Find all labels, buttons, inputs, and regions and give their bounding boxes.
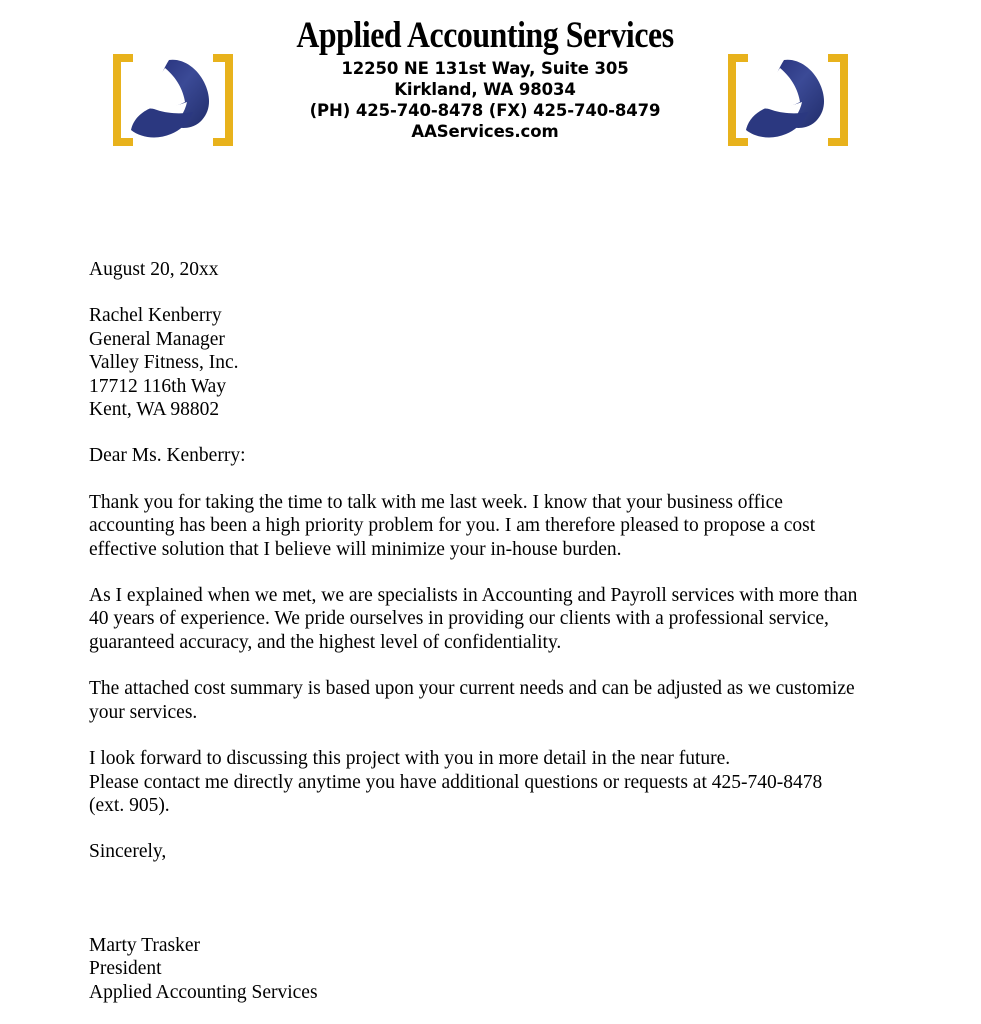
spacer-before-close bbox=[89, 817, 859, 840]
signature-block bbox=[89, 934, 859, 1004]
recipient-address-block bbox=[89, 304, 859, 421]
signer-title: President bbox=[89, 958, 162, 980]
spacer-after-recipient bbox=[89, 421, 859, 444]
letterhead-address bbox=[250, 58, 720, 142]
spacer-after-date bbox=[89, 281, 859, 304]
company-logo-left bbox=[107, 48, 239, 152]
masthead bbox=[250, 16, 720, 142]
body-paragraph-4 bbox=[89, 747, 859, 817]
recipient-company: Valley Fitness, Inc. bbox=[89, 352, 239, 374]
address-line-website: AAServices.com bbox=[411, 122, 559, 141]
recipient-street: 17712 116th Way bbox=[89, 375, 227, 397]
signer-name: Marty Trasker bbox=[89, 934, 201, 956]
signature-space bbox=[89, 864, 859, 934]
address-line-phone: (PH) 425-740-8478 (FX) 425-740-8479 bbox=[309, 101, 661, 120]
closing-paragraph-line-2: Please contact me directly anytime you have additional questions or requests at 425-740-8478 (ext. 905). bbox=[89, 771, 823, 816]
recipient-name: Rachel Kenberry bbox=[89, 305, 222, 327]
body-paragraph-3: The attached cost summary is based upon your current needs and can be adjusted as we customize your services. bbox=[89, 678, 855, 723]
address-line-city: Kirkland, WA 98034 bbox=[394, 80, 576, 99]
letterhead bbox=[0, 0, 981, 165]
closing-paragraph-line-1: I look forward to discussing this project with you in more detail in the near future. bbox=[89, 748, 731, 770]
recipient-title: General Manager bbox=[89, 328, 225, 350]
body-paragraph-1: Thank you for taking the time to talk with me last week. I know that your business office accounting has been a high priority problem for you. I am therefore pleased to propose a cost effective solution that I believe will minimize your in-house burden. bbox=[89, 491, 816, 560]
salutation: Dear Ms. Kenberry: bbox=[89, 445, 246, 467]
body-paragraph-2: As I explained when we met, we are specialists in Accounting and Payroll services with more than 40 years of experience. We pride ourselves in providing our clients with a professional service, guaranteed accuracy, and the highest level of confidentiality. bbox=[89, 585, 858, 653]
recipient-city: Kent, WA 98802 bbox=[89, 399, 220, 421]
signer-company: Applied Accounting Services bbox=[89, 981, 318, 1003]
company-logo-right bbox=[722, 48, 854, 152]
complimentary-close: Sincerely, bbox=[89, 841, 167, 863]
company-name: Applied Accounting Services bbox=[296, 15, 674, 56]
letter-body bbox=[89, 258, 859, 1004]
spacer-after-salutation bbox=[89, 468, 859, 491]
letter-date: August 20, 20xx bbox=[89, 259, 219, 280]
address-line-street: 12250 NE 131st Way, Suite 305 bbox=[341, 59, 629, 78]
